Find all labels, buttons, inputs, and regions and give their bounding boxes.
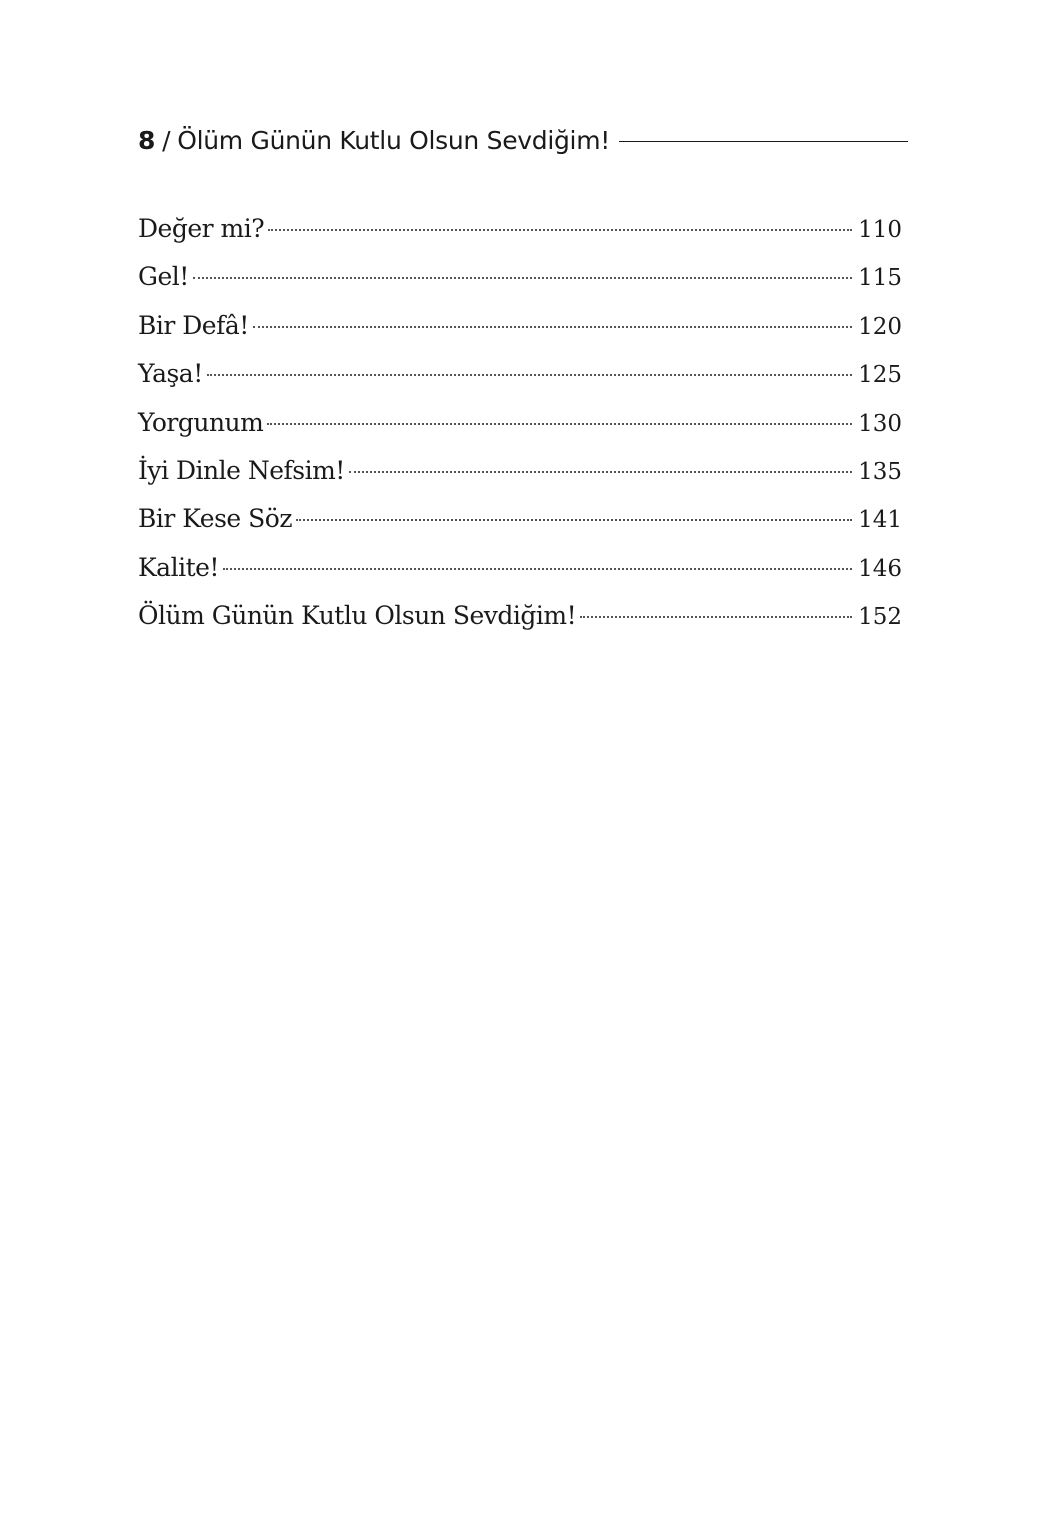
- table-of-contents: [138, 207, 902, 643]
- toc-entry-title: Gel!: [138, 262, 189, 292]
- toc-entry-page: 141: [858, 507, 902, 534]
- running-header: [138, 120, 908, 160]
- header-page-number: 8: [138, 125, 156, 155]
- toc-entry-title: Bir Kese Söz: [138, 504, 292, 534]
- toc-entry-title: Yorgunum: [138, 407, 264, 437]
- toc-entry: [138, 352, 902, 400]
- toc-leader-dots: [296, 519, 852, 521]
- toc-leader-dots: [223, 568, 852, 570]
- toc-entry-title: Yaşa!: [138, 359, 203, 389]
- toc-entry: [138, 255, 902, 303]
- toc-entry: [138, 546, 902, 594]
- toc-entry-title: Değer mi?: [138, 214, 265, 243]
- toc-entry: [138, 594, 902, 642]
- toc-leader-dots: [207, 374, 852, 376]
- toc-entry-page: 120: [858, 313, 902, 340]
- toc-entry: [138, 497, 902, 545]
- toc-leader-dots: [253, 326, 852, 328]
- toc-entry-page: 125: [858, 362, 902, 389]
- toc-entry-page: 152: [858, 604, 902, 631]
- toc-entry-page: 135: [858, 458, 902, 485]
- header-separator: /: [162, 125, 171, 155]
- toc-entry-title: İyi Dinle Nefsim!: [138, 455, 345, 485]
- toc-entry: [138, 304, 902, 352]
- toc-leader-dots: [267, 423, 852, 425]
- toc-leader-dots: [268, 229, 852, 231]
- toc-entry-page: 146: [858, 555, 902, 582]
- toc-entry-title: Ölüm Günün Kutlu Olsun Sevdiğim!: [138, 601, 577, 631]
- toc-entry-title: Bir Defâ!: [138, 310, 249, 340]
- toc-entry-page: 115: [858, 265, 902, 292]
- header-rule: [619, 141, 908, 142]
- toc-entry-page: 130: [858, 410, 902, 437]
- header-book-title: Ölüm Günün Kutlu Olsun Sevdiğim!: [177, 125, 610, 155]
- toc-leader-dots: [580, 616, 852, 618]
- toc-leader-dots: [349, 471, 852, 473]
- toc-entry-title: Kalite!: [138, 552, 219, 582]
- toc-entry: [138, 449, 902, 497]
- toc-leader-dots: [193, 277, 852, 279]
- toc-entry-page: 110: [858, 217, 902, 243]
- toc-entry: [138, 401, 902, 449]
- toc-entry: [138, 207, 902, 255]
